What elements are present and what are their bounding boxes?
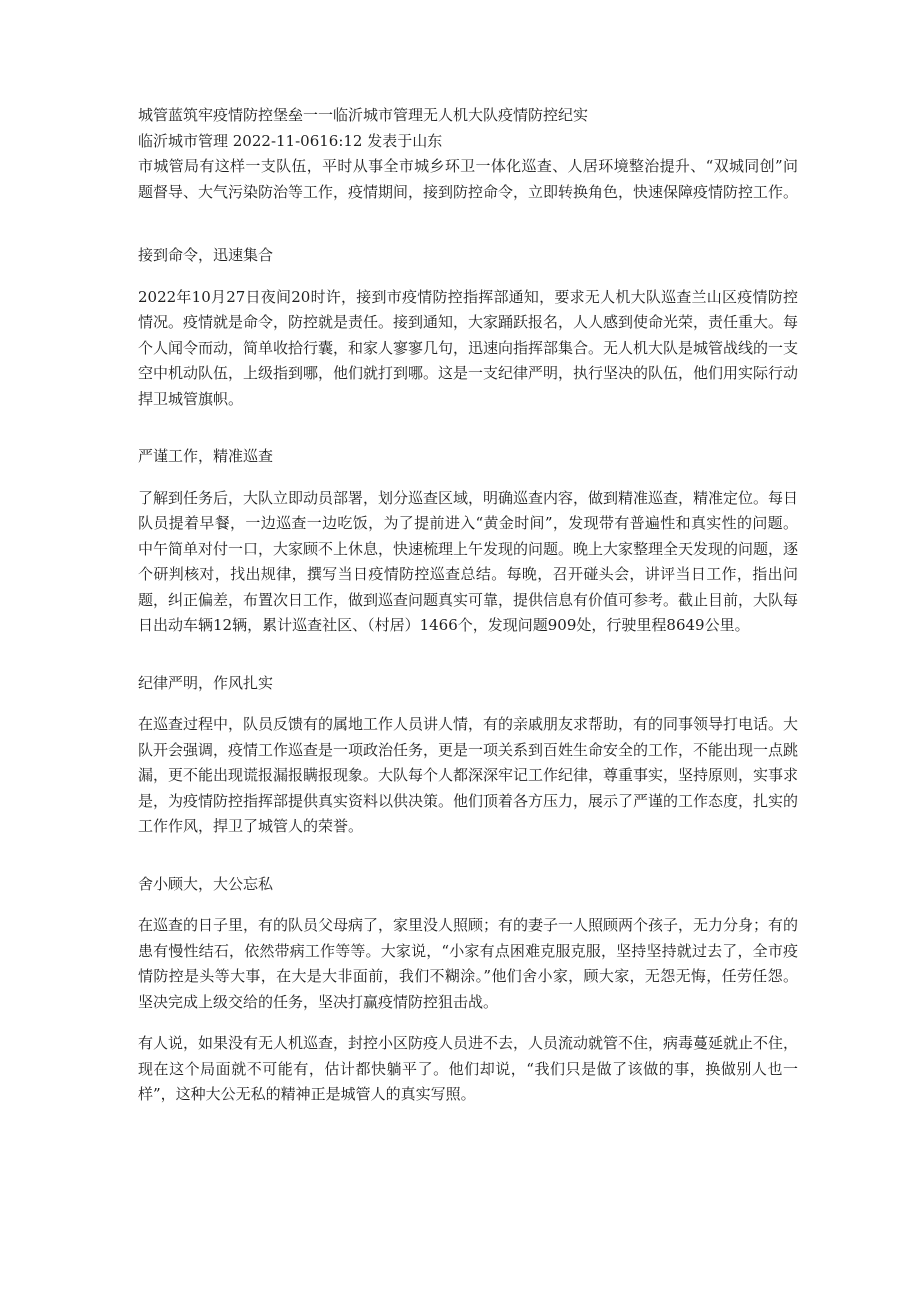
article — [138, 103, 798, 1108]
section-paragraph: 2022年10月27日夜间20时许，接到市疫情防控指挥部通知，要求无人机大队巡查兰山区疫情防控情况。疫情就是命令，防控就是责任。接到通知，大家踊跃报名，人人感到使命光荣，责任重大。每个人闻令而动，简单收拾行囊，和家人寥寥几句，迅速向指挥部集合。无人机大队是城管战线的一支空中机动队伍，上级指到哪，他们就打到哪。这是一支纪律严明，执行坚决的队伍，他们用实际行动捍卫城管旗帜。 — [138, 287, 799, 408]
section-heading: 纪律严明，作风扎实 — [138, 673, 274, 692]
section-heading: 舍小顾大，大公忘私 — [138, 874, 274, 893]
article-byline: 临沂城市管理 2022-11-0616:12 发表于山东 — [138, 131, 443, 150]
section-paragraph: 在巡查过程中，队员反馈有的属地工作人员讲人情，有的亲戚朋友求帮助，有的同事领导打电话。大队开会强调，疫情工作巡查是一项政治任务，更是一项关系到百姓生命安全的工作，不能出现一点跳漏，更不能出现谎报漏报瞒报现象。大队每个人都深深牢记工作纪律，尊重事实，坚持原则，实事求是，为疫情防控指挥部提供真实资料以供决策。他们顶着各方压力，展示了严谨的工作态度，扎实的工作作风，捍卫了城管人的荣誉。 — [138, 715, 799, 835]
section-paragraph: 有人说，如果没有无人机巡查，封控小区防疫人员进不去，人员流动就管不住，病毒蔓延就止不住，现在这个局面就不可能有，估计都快躺平了。他们却说，“我们只是做了该做的事，换做别人也一样”，这种大公无私的精神正是城管人的真实写照。 — [138, 1034, 799, 1103]
section-heading: 接到命令，迅速集合 — [138, 246, 274, 264]
section-heading: 严谨工作，精准巡查 — [138, 447, 274, 465]
section-paragraph: 在巡查的日子里，有的队员父母病了，家里没人照顾；有的妻子一人照顾两个孩子，无力分身；有的患有慢性结石，依然带病工作等等。大家说，“小家有点困难克服克服，坚持坚持就过去了，全市疫情防控是头等大事，在大是大非面前，我们不糊涂。”他们舍小家，顾大家，无怨无悔，任劳任怨。坚决完成上级交给的任务，坚决打赢疫情防控狙击战。 — [138, 916, 799, 1011]
section-paragraph: 了解到任务后，大队立即动员部署，划分巡查区域，明确巡查内容，做到精准巡查，精准定位。每日队员提着早餐，一边巡查一边吃饭，为了提前进入“黄金时间”，发现带有普遍性和真实性的问题。中午简单对付一口，大家顾不上休息，快速梳理上午发现的问题。晚上大家整理全天发现的问题，逐个研判核对，找出规律，撰写当日疫情防控巡查总结。每晚，召开碰头会，讲评当日工作，指出问题，纠正偏差，布置次日工作，做到巡查问题真实可靠，提供信息有价值可参考。截止目前，大队每日出动车辆12辆，累计巡查社区、（村居）1466个，发现问题909处，行驶里程8649公里。 — [138, 488, 799, 634]
article-title: 城管蓝筑牢疫情防控堡垒一一临沂城市管理无人机大队疫情防控纪实 — [138, 106, 589, 124]
article-intro: 市城管局有这样一支队伍，平时从事全市城乡环卫一体化巡查、人居环境整治提升、“双城同创”问题督导、大气污染防治等工作，疫情期间，接到防控命令，立即转换角色，快速保障疫情防控工作。 — [138, 157, 799, 201]
